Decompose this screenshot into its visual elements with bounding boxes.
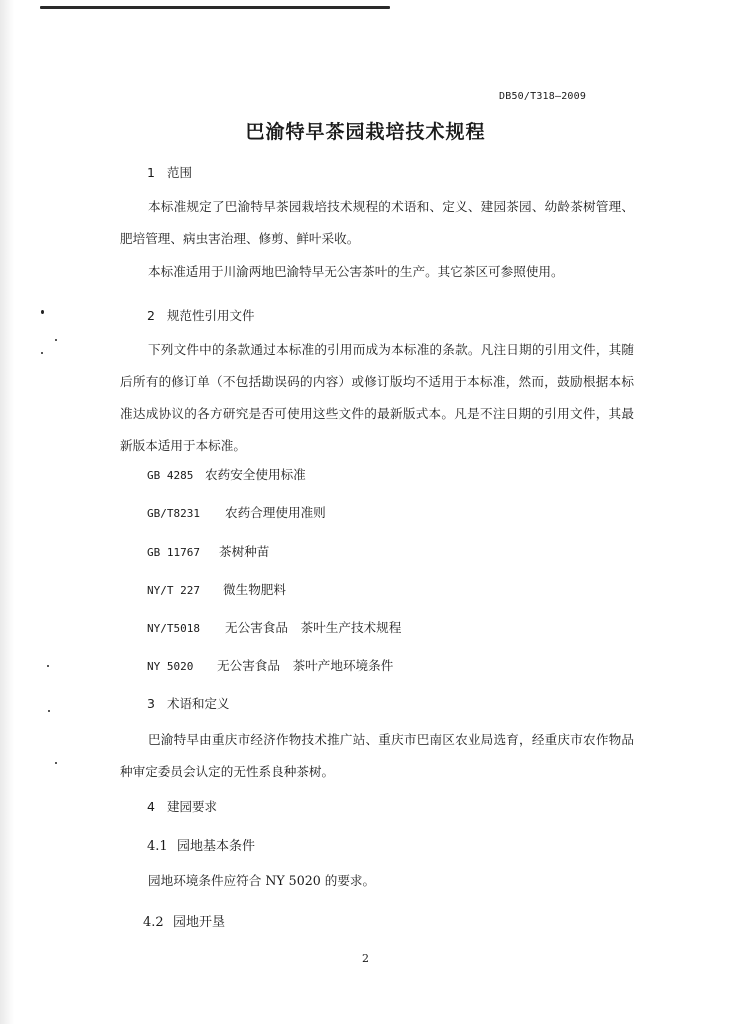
reference-code: NY/T5018 xyxy=(147,622,200,635)
paragraph-terms-definitions: 巴渝特早由重庆市经济作物技术推广站、重庆市巴南区农业局选育，经重庆市农作物品种审定委员会认定的无性系良种茶树。 xyxy=(120,732,634,779)
reference-code: GB 11767 xyxy=(147,546,200,559)
page-number: 2 xyxy=(362,952,369,965)
section-number: 4 xyxy=(147,799,155,814)
reference-name: 农药合理使用准则 xyxy=(225,505,326,520)
section-heading-scope xyxy=(147,163,192,181)
scan-speck xyxy=(41,310,44,314)
reference-item xyxy=(147,617,401,636)
reference-code: GB/T8231 xyxy=(147,507,200,520)
scan-top-edge-line xyxy=(40,6,390,9)
scan-left-edge xyxy=(0,0,14,1024)
reference-item xyxy=(147,655,393,674)
section-title: 术语和定义 xyxy=(167,696,230,711)
reference-code: NY/T 227 xyxy=(147,584,200,597)
section-heading-garden-requirements xyxy=(147,797,217,815)
section-heading-normative-references xyxy=(147,306,255,324)
section-heading-terms-definitions xyxy=(147,694,230,712)
scan-speck xyxy=(47,665,49,667)
section-number: 1 xyxy=(147,165,155,180)
reference-name: 农药安全使用标准 xyxy=(205,467,306,482)
section-title: 范围 xyxy=(167,165,193,180)
reference-name: 无公害食品 茶叶生产技术规程 xyxy=(225,620,402,635)
subsection-heading-site-conditions xyxy=(147,835,255,854)
scan-speck xyxy=(41,352,43,354)
scan-speck xyxy=(48,710,50,712)
paragraph-normative-references: 下列文件中的条款通过本标准的引用而成为本标准的条款。凡注日期的引用文件，其随后所有的修订单（不包括勘误码的内容）或修订版均不适用于本标准，然而，鼓励根据本标准达成协议的各方研究是否可使用这些文件的最新版式本。凡是不注日期的引用文件，其最新版本适用于本标准。 xyxy=(120,342,634,453)
reference-name: 微生物肥料 xyxy=(223,582,286,597)
scan-speck xyxy=(55,339,57,341)
reference-code: GB 4285 xyxy=(147,469,194,482)
subsection-title: 园地开垦 xyxy=(173,915,226,930)
section-number: 2 xyxy=(147,308,155,323)
standard-code: DB50/T318—2009 xyxy=(499,91,587,102)
subsection-number: 4.1 xyxy=(147,839,168,854)
reference-item xyxy=(147,464,306,483)
reference-item xyxy=(147,502,326,521)
subsection-title: 园地基本条件 xyxy=(177,839,256,854)
section-number: 3 xyxy=(147,696,155,711)
section-title: 规范性引用文件 xyxy=(167,308,255,323)
reference-name: 茶树种苗 xyxy=(219,544,270,559)
reference-item xyxy=(147,579,286,598)
reference-code: NY 5020 xyxy=(147,660,194,673)
reference-name: 无公害食品 茶叶产地环境条件 xyxy=(217,658,394,673)
reference-item xyxy=(147,541,269,560)
scan-speck xyxy=(55,762,57,764)
subsection-heading-land-clearing xyxy=(143,911,225,930)
subsection-number: 4.2 xyxy=(143,915,164,930)
paragraph-scope-1: 本标准规定了巴渝特早茶园栽培技术规程的术语和、定义、建园茶园、幼龄茶树管理、肥培管理、病虫害治理、修剪、鲜叶采收。 xyxy=(120,199,634,246)
paragraph-scope-2: 本标准适用于川渝两地巴渝特早无公害茶叶的生产。其它茶区可参照使用。 xyxy=(148,264,564,279)
paragraph-site-conditions: 园地环境条件应符合 NY 5020 的要求。 xyxy=(148,873,376,888)
section-title: 建园要求 xyxy=(167,799,218,814)
document-title: 巴渝特早茶园栽培技术规程 xyxy=(245,121,486,143)
